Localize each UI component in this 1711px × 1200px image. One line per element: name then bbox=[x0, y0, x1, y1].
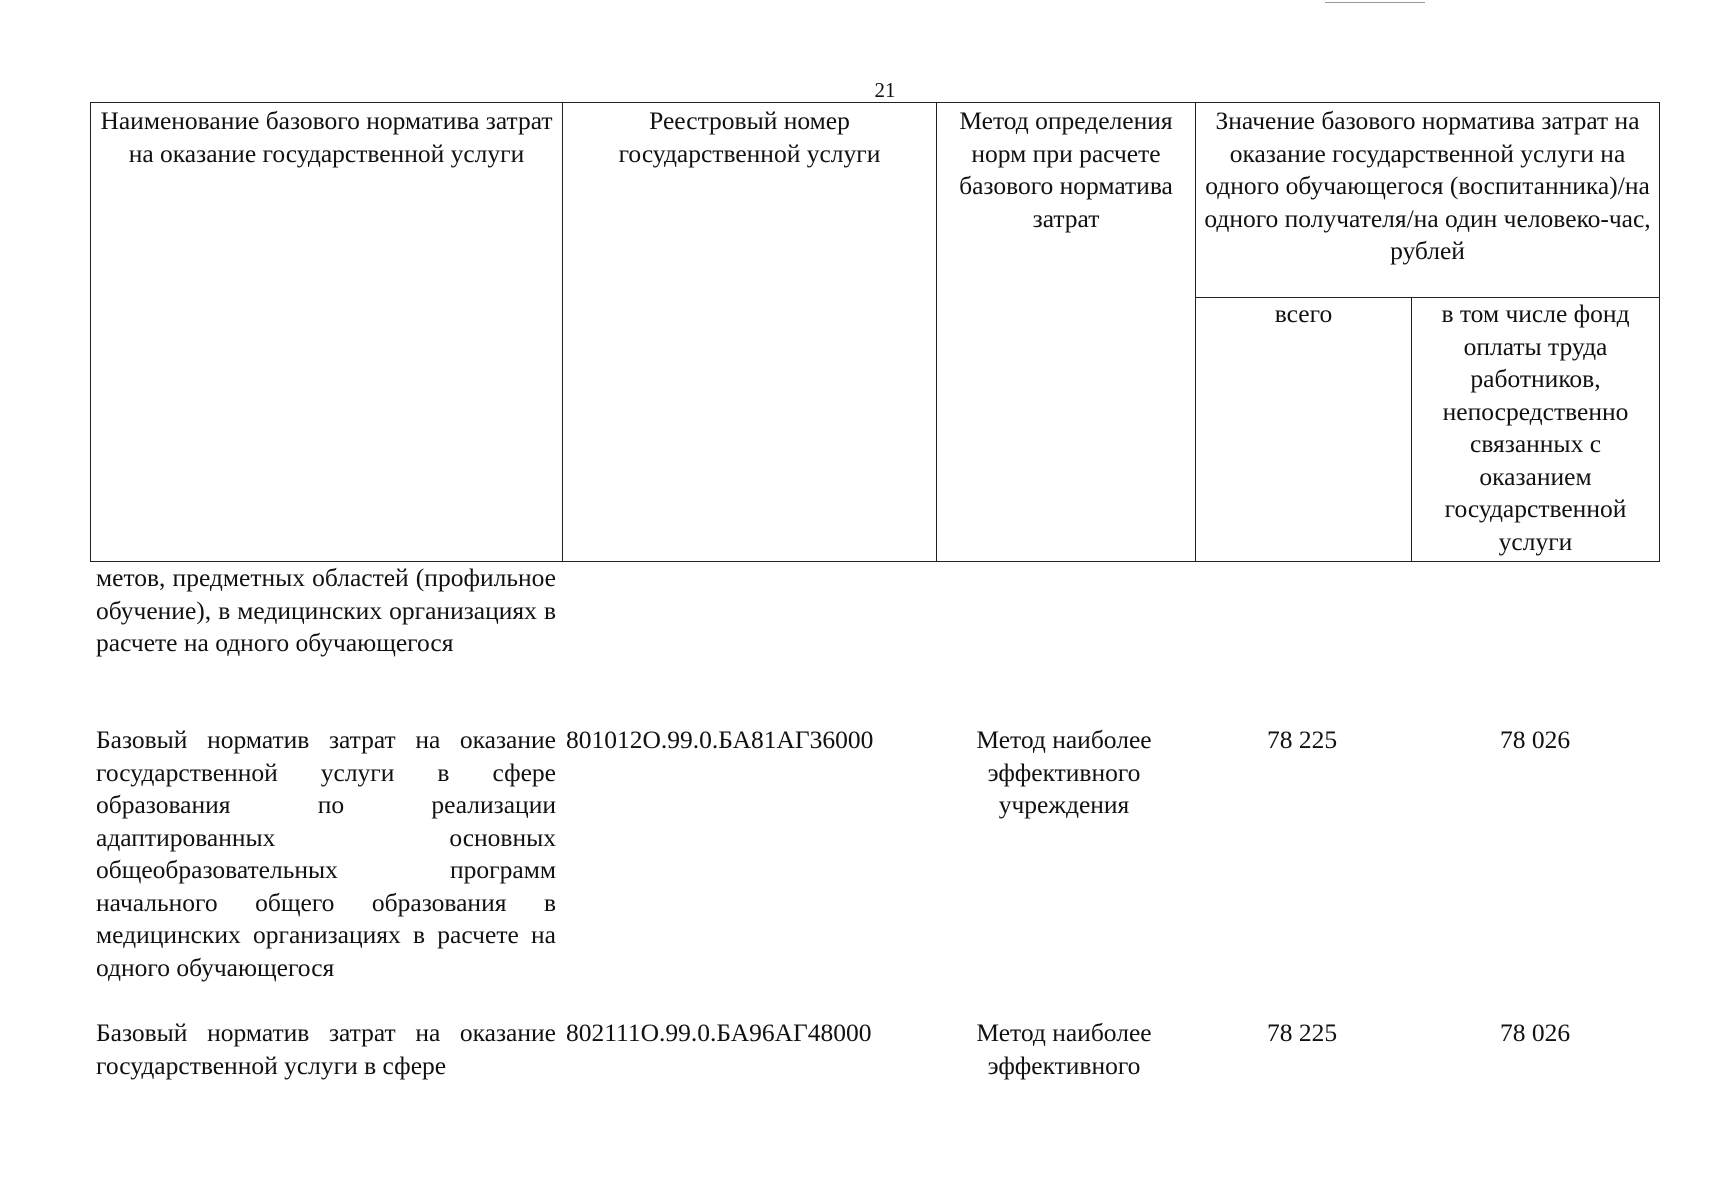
header-cell-name: Наименование базового норматива затрат на оказание государственной услуги bbox=[91, 103, 563, 562]
scan-mark bbox=[1325, 2, 1425, 3]
row-1-name: Базовый норматив затрат на оказание государственной услуги в сфере образования по реализации адаптированных основных общеобразовательных программ начального общего образования в медицинских организациях в расчете на одного обучающегося bbox=[96, 725, 556, 982]
header-table bbox=[90, 102, 1660, 562]
header-cell-value: Значение базового норматива затрат на оказание государственной услуги на одного обучающегося (воспитанника)/на одного получателя/на один человеко-час, рублей bbox=[1196, 103, 1660, 298]
row-2-total: 78 225 bbox=[1266, 1018, 1338, 1047]
row-2-payroll: 78 026 bbox=[1499, 1018, 1571, 1047]
row-1-method: Метод наиболее эффективного учреждения bbox=[976, 725, 1152, 819]
header-cell-registry: Реестровый номер государственной услуги bbox=[563, 103, 937, 562]
row-1-registry: 801012О.99.0.БА81АГ36000 bbox=[566, 725, 874, 754]
header-cell-method: Метод определения норм при расчете базового норматива затрат bbox=[937, 103, 1196, 562]
page-number: 21 bbox=[874, 78, 896, 102]
continuation-text: метов, предметных областей (профильное обучение), в медицинских организациях в расчете на одного обучающегося bbox=[96, 563, 556, 657]
row-1-payroll: 78 026 bbox=[1499, 725, 1571, 754]
row-2-method: Метод наиболее эффективного bbox=[976, 1018, 1152, 1080]
header-cell-payroll: в том числе фонд оплаты труда работников, непосредственно связанных с оказанием государственной услуги bbox=[1412, 298, 1660, 562]
header-cell-total: всего bbox=[1196, 298, 1412, 562]
row-1-total: 78 225 bbox=[1266, 725, 1338, 754]
row-2-name: Базовый норматив затрат на оказание государственной услуги в сфере bbox=[96, 1018, 556, 1080]
row-2-registry: 802111О.99.0.БА96АГ48000 bbox=[566, 1018, 872, 1047]
